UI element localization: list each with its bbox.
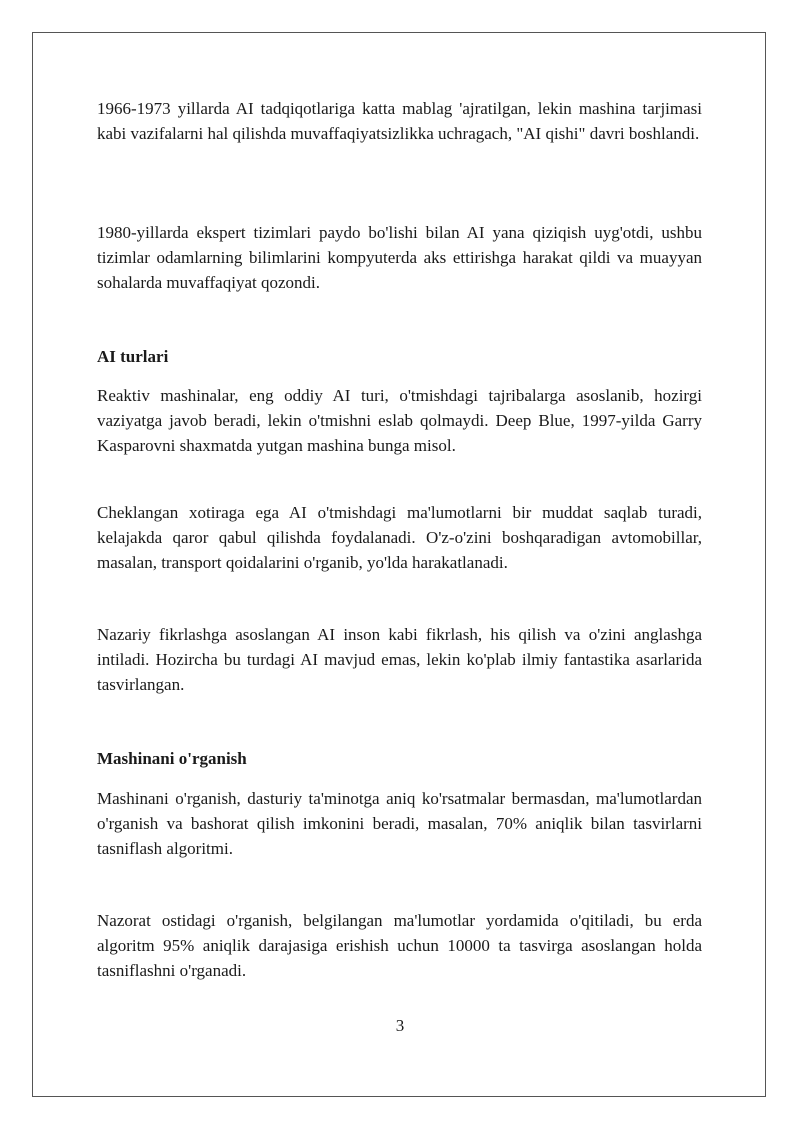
paragraph-expert-systems: 1980-yillarda ekspert tizimlari paydo bo'lishi bilan AI yana qiziqish uyg'otdi, ushbu tizimlar odamlarning bilimlarini kompyuterda aks ettirishga harakat qildi va muayyan sohalarda muvaffaqiyat qozondi. [97, 223, 702, 292]
paragraph-machine-learning: Mashinani o'rganish, dasturiy ta'minotga aniq ko'rsatmalar bermasdan, ma'lumotlardan o'rganish va bashorat qilish imkonini beradi, masalan, 70% aniqlik bilan tasvirlarni tasniflash algoritmi. [97, 789, 702, 858]
heading-ai-types: AI turlari [97, 347, 169, 366]
heading-machine-learning: Mashinani o'rganish [97, 749, 247, 768]
paragraph-theory-of-mind: Nazariy fikrlashga asoslangan AI inson kabi fikrlash, his qilish va o'zini anglashga intiladi. Hozircha bu turdagi AI mavjud emas, lekin ko'plab ilmiy fantastika asarlarida tasvirlangan. [97, 625, 702, 694]
paragraph-limited-memory: Cheklangan xotiraga ega AI o'tmishdagi ma'lumotlarni bir muddat saqlab turadi, kelajakda qaror qabul qilishda foydalanadi. O'z-o'zini boshqaradigan avtomobillar, masalan, transport qoidalarini o'rganib, yo'lda harakatlanadi. [97, 503, 702, 572]
paragraph-supervised-learning: Nazorat ostidagi o'rganish, belgilangan ma'lumotlar yordamida o'qitiladi, bu erda algoritm 95% aniqlik darajasiga erishish uchun 10000 ta tasvirga asoslangan holda tasniflashni o'rganadi. [97, 911, 702, 980]
paragraph-ai-winter: 1966-1973 yillarda AI tadqiqotlariga katta mablag 'ajratilgan, lekin mashina tarjimasi kabi vazifalarni hal qilishda muvaffaqiyatsizlikka uchragach, "AI qishi" davri boshlandi. [97, 99, 702, 143]
page-number: 3 [395, 1016, 405, 1035]
paragraph-reactive-machines: Reaktiv mashinalar, eng oddiy AI turi, o'tmishdagi tajribalarga asoslanib, hozirgi vaziyatga javob beradi, lekin o'tmishni eslab qolmaydi. Deep Blue, 1997-yilda Garry Kasparovni shaxmatda yutgan mashina bunga misol. [97, 386, 702, 455]
